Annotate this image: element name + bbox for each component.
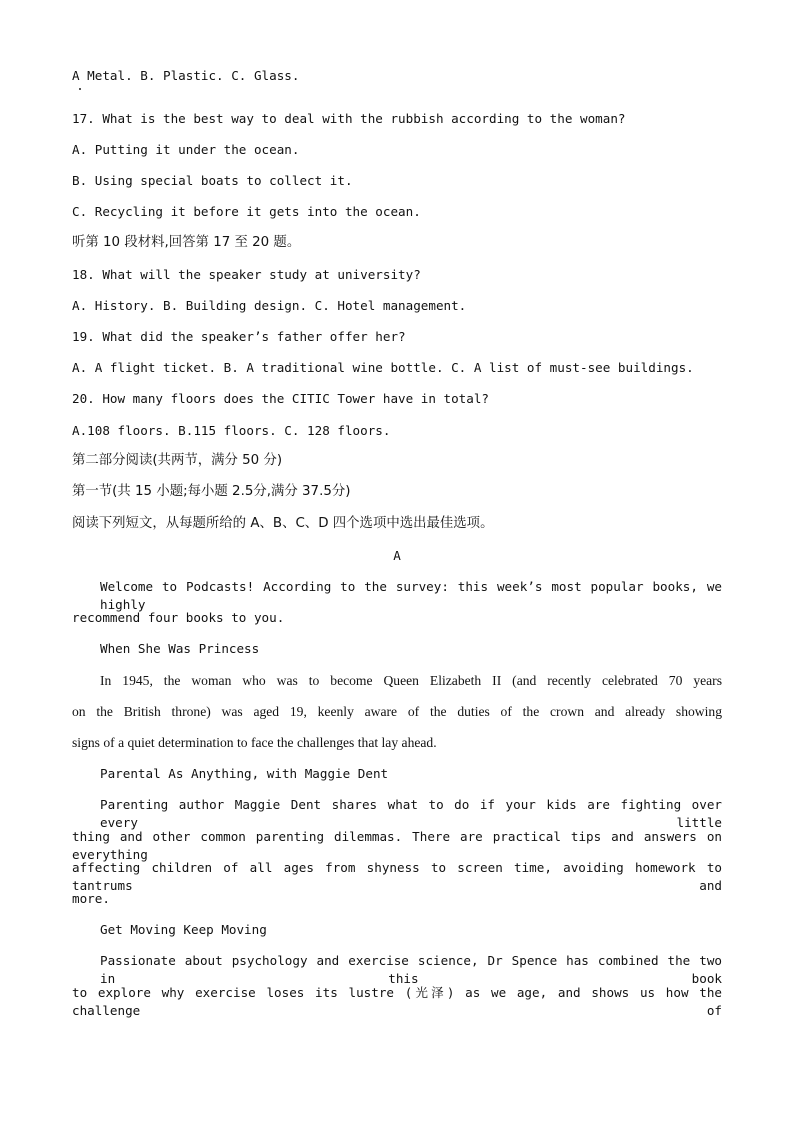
answer-options-18: A. History. B. Building design. C. Hotel management. [72,298,467,313]
reading-instruction: 阅读下列短文，从每题所给的 A、B、C、D 四个选项中选出最佳选项。 [72,516,494,531]
question-18: 18. What will the speaker study at university? [72,267,421,282]
option-17c: C. Recycling it before it gets into the ocean. [72,204,421,219]
book-title-3: Get Moving Keep Moving [100,922,267,937]
passage-intro-line2: recommend four books to you. [72,610,285,625]
answer-options-19: A. A flight ticket. B. A traditional wine bottle. C. A list of must-see buildings. [72,360,694,375]
book2-text-line3: affecting children of all ages from shyness to screen time, avoiding homework to tantrums and [72,860,722,893]
section-one-heading: 第一节(共 15 小题;每小题 2.5分,满分 37.5分) [72,484,351,499]
listening-instruction: 听第 10 段材料,回答第 17 至 20 题。 [72,235,301,250]
book1-text-line1: In 1945, the woman who was to become Queen Elizabeth II (and recently celebrated 70 years [100,673,722,688]
book2-text-line4: more. [72,891,110,906]
book2-text-line2: thing and other common parenting dilemmas. There are practical tips and answers on everything [72,829,722,862]
book3-text-line2: to explore why exercise loses its lustre (光泽) as we age, and shows us how the challenge of [72,985,722,1018]
question-17: 17. What is the best way to deal with the rubbish according to the woman? [72,111,626,126]
book2-text-line1: Parenting author Maggie Dent shares what to do if your kids are fighting over every little [100,797,722,830]
book-title-2: Parental As Anything, with Maggie Dent [100,766,389,781]
question-20: 20. How many floors does the CITIC Tower have in total? [72,391,490,406]
answer-options-16: A Metal. B. Plastic. C. Glass. [72,68,300,83]
answer-options-20: A.108 floors. B.115 floors. C. 128 floors. [72,423,391,438]
question-19: 19. What did the speaker’s father offer her? [72,329,406,344]
book1-text-line2: on the British throne) was aged 19, keenly aware of the duties of the crown and already showing [72,704,722,719]
option-17a: A. Putting it under the ocean. [72,142,300,157]
book-title-1: When She Was Princess [100,641,260,656]
book1-text-line3: signs of a quiet determination to face the challenges that lay ahead. [72,735,437,750]
option-17b: B. Using special boats to collect it. [72,173,353,188]
stray-mark [79,88,81,90]
passage-label: A [393,548,401,563]
part-two-heading: 第二部分阅读(共两节，满分 50 分) [72,453,283,468]
passage-intro-line1: Welcome to Podcasts! According to the survey: this week’s most popular books, we highly [100,579,722,612]
book3-text-line1: Passionate about psychology and exercise science, Dr Spence has combined the two in this book [100,953,722,986]
